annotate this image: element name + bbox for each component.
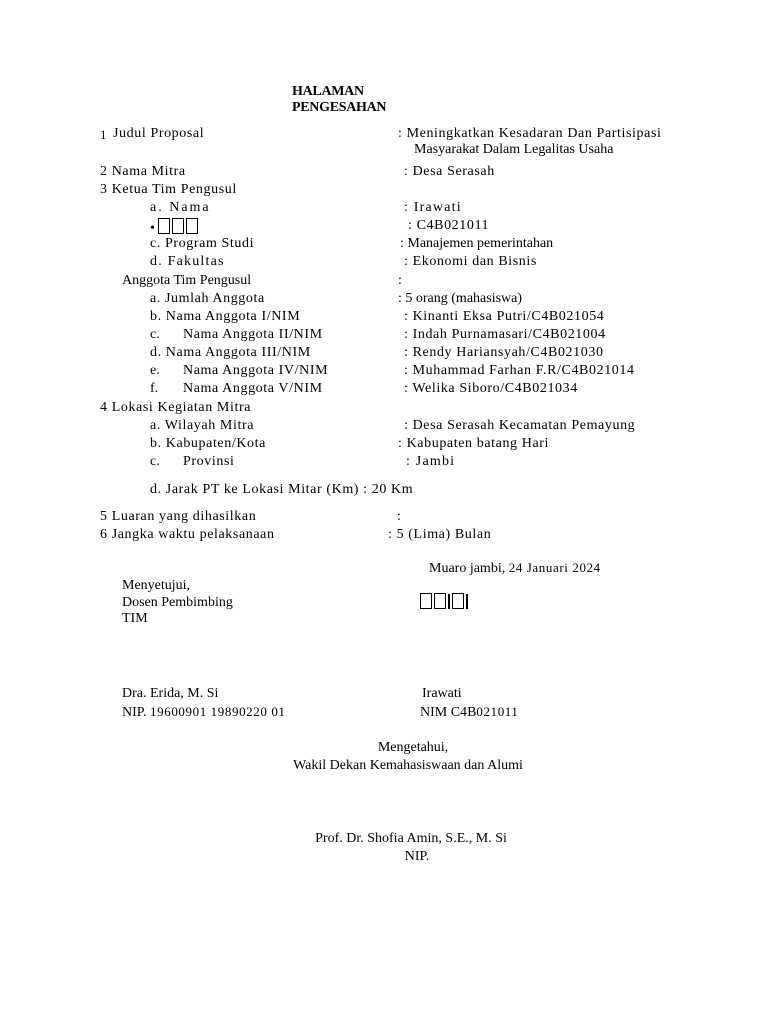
anggota5-label: Nama Anggota V/NIM bbox=[183, 381, 323, 396]
ketua-label: 3 Ketua Tim Pengusul bbox=[100, 182, 237, 197]
anggota-header-label: Anggota Tim Pengusul bbox=[122, 273, 252, 288]
nim-value: : C4B021011 bbox=[408, 218, 490, 233]
anggota3-value: : Rendy Hariansyah/C4B021030 bbox=[404, 345, 604, 360]
jumlah-value: : 5 orang (mahasiswa) bbox=[398, 291, 523, 306]
anggota4-label: Nama Anggota IV/NIM bbox=[183, 363, 329, 378]
date-place: Muaro jambi, bbox=[429, 561, 506, 576]
mitra-value: : Desa Serasah bbox=[404, 164, 495, 179]
wilayah-value: : Desa Serasah Kecamatan Pemayung bbox=[404, 418, 636, 433]
leader-nim bbox=[420, 704, 519, 721]
luaran-label: 5 Luaran yang dihasilkan bbox=[100, 509, 257, 524]
nama-label: a. Nama bbox=[150, 200, 211, 215]
fakultas-label: d. Fakultas bbox=[150, 254, 225, 269]
acknowledge-line1: Mengetahui, bbox=[377, 740, 449, 755]
missing-glyph-icon bbox=[434, 593, 446, 609]
page-title-line2: PENGESAHAN bbox=[292, 100, 387, 115]
advisor-nip-label: NIP. bbox=[122, 705, 147, 720]
provinsi-letter: c. bbox=[150, 454, 160, 469]
anggota2-value: : Indah Purnamasari/C4B021004 bbox=[404, 327, 606, 342]
anggota-header-colon: : bbox=[398, 273, 402, 288]
approval-line3: TIM bbox=[122, 611, 148, 626]
wilayah-label: a. Wilayah Mitra bbox=[150, 418, 255, 433]
item-number-1: 1 bbox=[100, 127, 107, 142]
date-value: 24 Januari 2024 bbox=[508, 560, 601, 575]
jumlah-label: a. Jumlah Anggota bbox=[150, 291, 265, 306]
leader-nim-label: NIM C4 bbox=[420, 705, 468, 720]
date-line bbox=[429, 560, 601, 577]
leader-nim-b: B bbox=[467, 705, 477, 720]
missing-glyph-icon bbox=[452, 593, 464, 609]
judul-label: Judul Proposal bbox=[113, 126, 205, 141]
advisor-name: Dra. Erida, M. Si bbox=[122, 686, 219, 701]
provinsi-value: : Jambi bbox=[406, 454, 456, 469]
anggota4-letter: e. bbox=[150, 363, 160, 378]
anggota5-letter: f. bbox=[150, 381, 159, 396]
acknowledge-name: Prof. Dr. Shofia Amin, S.E., M. Si bbox=[315, 831, 507, 846]
signature-placeholder bbox=[420, 593, 470, 612]
jangka-value: : 5 (Lima) Bulan bbox=[388, 527, 492, 542]
jangka-label: 6 Jangka waktu pelaksanaan bbox=[100, 527, 275, 542]
judul-value-line2: Masyarakat Dalam Legalitas Usaha bbox=[414, 142, 614, 157]
anggota4-value: : Muhammad Farhan F.R/C4B021014 bbox=[404, 363, 635, 378]
approval-line2: Dosen Pembimbing bbox=[122, 595, 233, 610]
prodi-value: : Manajemen pemerintahan bbox=[400, 236, 554, 251]
leader-name: Irawati bbox=[422, 686, 462, 701]
anggota1-label: b. Nama Anggota I/NIM bbox=[150, 309, 301, 324]
anggota5-value: : Welika Siboro/C4B021034 bbox=[404, 381, 578, 396]
kabupaten-value: : Kabupaten batang Hari bbox=[398, 436, 550, 451]
leader-nim-number: 021011 bbox=[476, 704, 519, 719]
missing-glyph-icon bbox=[172, 218, 184, 234]
anggota2-letter: c. bbox=[150, 327, 160, 342]
anggota1-value: : Kinanti Eksa Putri/C4B021054 bbox=[404, 309, 605, 324]
anggota2-label: Nama Anggota II/NIM bbox=[183, 327, 323, 342]
approval-line1: Menyetujui, bbox=[122, 578, 191, 593]
bar-icon bbox=[466, 594, 468, 609]
bullet-prefix: • bbox=[150, 221, 155, 236]
provinsi-label: Provinsi bbox=[183, 454, 235, 469]
luaran-colon: : bbox=[397, 509, 401, 524]
page-title-line1: HALAMAN bbox=[292, 84, 364, 99]
advisor-nip bbox=[122, 704, 286, 721]
jarak-label: d. Jarak PT ke Lokasi Mitar (Km) : 20 Km bbox=[150, 482, 414, 497]
judul-value-line1: : Meningkatkan Kesadaran Dan Partisipasi bbox=[398, 126, 662, 141]
missing-glyph-icon bbox=[158, 218, 170, 234]
prodi-label: c. Program Studi bbox=[150, 236, 255, 251]
missing-glyph-icon bbox=[420, 593, 432, 609]
acknowledge-nip: NIP. bbox=[404, 849, 430, 864]
nim-row-label bbox=[150, 218, 200, 237]
mitra-label: 2 Nama Mitra bbox=[100, 164, 186, 179]
bar-icon bbox=[448, 594, 450, 609]
nama-value: : Irawati bbox=[404, 200, 462, 215]
anggota3-label: d. Nama Anggota III/NIM bbox=[150, 345, 311, 360]
kabupaten-label: b. Kabupaten/Kota bbox=[150, 436, 266, 451]
fakultas-value: : Ekonomi dan Bisnis bbox=[404, 254, 537, 269]
missing-glyph-icon bbox=[186, 218, 198, 234]
advisor-nip-value: 19600901 19890220 01 bbox=[150, 704, 286, 719]
lokasi-label: 4 Lokasi Kegiatan Mitra bbox=[100, 400, 252, 415]
acknowledge-line2: Wakil Dekan Kemahasiswaan dan Alumi bbox=[293, 758, 523, 773]
